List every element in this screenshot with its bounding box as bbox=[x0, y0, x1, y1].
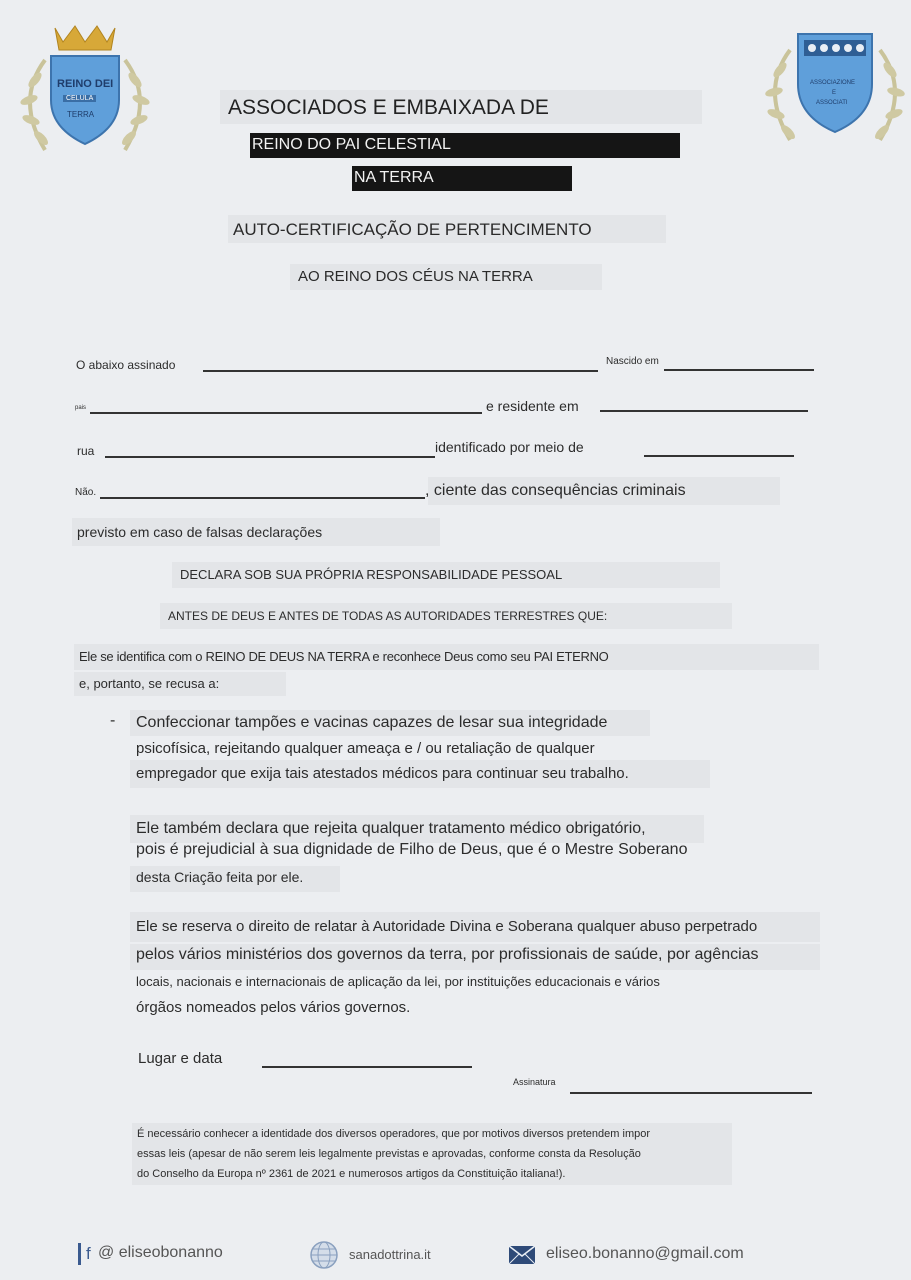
p2-line-3: desta Criação feita por ele. bbox=[136, 869, 304, 885]
signature-label: Assinatura bbox=[513, 1077, 556, 1087]
title-bar-1-text: REINO DO PAI CELESTIAL bbox=[252, 136, 451, 153]
number-field[interactable] bbox=[100, 497, 425, 499]
left-logo-line2: CELULA bbox=[63, 95, 96, 102]
title-bar-2-text: NA TERRA bbox=[354, 169, 434, 186]
signature-field[interactable] bbox=[570, 1092, 812, 1094]
street-label: rua bbox=[77, 444, 95, 458]
place-date-field[interactable] bbox=[262, 1066, 472, 1068]
identified-label: identificado por meio de bbox=[435, 439, 584, 455]
provided-label: previsto em caso de falsas declarações bbox=[77, 524, 323, 540]
number-label: Não. bbox=[75, 487, 97, 498]
p3-line-3: locais, nacionais e internacionais de aplicação da lei, por instituições educacionais e vários bbox=[136, 974, 660, 989]
facebook-handle[interactable]: @ eliseobonanno bbox=[98, 1244, 223, 1261]
born-field[interactable] bbox=[664, 369, 814, 371]
left-logo-line3: TERRA bbox=[67, 110, 95, 119]
globe-icon bbox=[309, 1240, 339, 1270]
title-bar-1 bbox=[250, 133, 680, 158]
left-laurel-logo bbox=[5, 20, 165, 170]
identifies-text: Ele se identifica com o REINO DE DEUS NA TERRA e reconhece Deus como seu PAI ETERNO bbox=[79, 649, 609, 664]
country-label: pais bbox=[75, 405, 87, 411]
note-line-3: do Conselho da Europa nº 2361 de 2021 e numerosos artigos da Constituição italiana!). bbox=[137, 1168, 566, 1180]
declaration-line-1: DECLARA SOB SUA PRÓPRIA RESPONSABILIDADE PESSOAL bbox=[180, 567, 563, 582]
identified-field[interactable] bbox=[644, 455, 794, 457]
undersigned-field[interactable] bbox=[203, 370, 598, 372]
resident-field[interactable] bbox=[600, 410, 808, 412]
p2-line-2: pois é prejudicial à sua dignidade de Filho de Deus, que é o Mestre Soberano bbox=[136, 841, 688, 858]
p1-line-3: empregador que exija tais atestados médicos para continuar seu trabalho. bbox=[136, 765, 629, 782]
declaration-line-2: ANTES DE DEUS E ANTES DE TODAS AS AUTORIDADES TERRESTRES QUE: bbox=[168, 609, 608, 623]
page-title: ASSOCIADOS E EMBAIXADA DE bbox=[228, 96, 549, 119]
note-line-1: É necessário conhecer a identidade dos diversos operadores, que por motivos diversos pretendem impor bbox=[137, 1128, 651, 1140]
title-bar-2 bbox=[352, 166, 572, 191]
p3-line-2: pelos vários ministérios dos governos da terra, por profissionais de saúde, por agências bbox=[136, 946, 759, 963]
place-date-label: Lugar e data bbox=[138, 1050, 223, 1067]
facebook-glyph: f bbox=[86, 1244, 91, 1263]
subtitle-2: AO REINO DOS CÉUS NA TERRA bbox=[298, 268, 533, 285]
right-laurel-logo bbox=[760, 20, 910, 160]
country-field[interactable] bbox=[90, 412, 482, 414]
born-label: Nascido em bbox=[606, 356, 659, 367]
p3-line-4: órgãos nomeados pelos vários governos. bbox=[136, 999, 411, 1016]
email-link[interactable]: eliseo.bonanno@gmail.com bbox=[546, 1245, 744, 1262]
p3-line-1: Ele se reserva o direito de relatar à Autoridade Divina e Soberana qualquer abuso perpetrado bbox=[136, 918, 758, 935]
aware-label: , ciente das consequências criminais bbox=[425, 482, 686, 499]
website-link[interactable]: sanadottrina.it bbox=[349, 1247, 431, 1262]
refuses-text: e, portanto, se recusa a: bbox=[79, 676, 220, 691]
right-logo-line2: E bbox=[832, 90, 837, 96]
right-logo-line1: ASSOCIAZIONE bbox=[810, 80, 856, 86]
crown-icon bbox=[55, 26, 115, 50]
p2-line-1: Ele também declara que rejeita qualquer tratamento médico obrigatório, bbox=[136, 820, 646, 837]
p1-line-1: Confeccionar tampões e vacinas capazes de lesar sua integridade bbox=[136, 714, 608, 731]
resident-label: e residente em bbox=[486, 398, 579, 414]
undersigned-label: O abaixo assinado bbox=[76, 358, 176, 372]
street-field[interactable] bbox=[105, 456, 435, 458]
mail-icon bbox=[508, 1245, 536, 1265]
note-line-2: essas leis (apesar de não serem leis legalmente previstas e aprovadas, conforme consta da Resolução bbox=[137, 1148, 641, 1160]
subtitle-1: AUTO-CERTIFICAÇÃO DE PERTENCIMENTO bbox=[233, 220, 592, 239]
bullet-dash: - bbox=[110, 712, 116, 729]
left-logo-line1: REINO DEI bbox=[57, 78, 114, 90]
right-logo-line3: ASSOCIATI bbox=[816, 100, 848, 106]
p1-line-2: psicofísica, rejeitando qualquer ameaça e / ou retaliação de qualquer bbox=[136, 740, 595, 757]
